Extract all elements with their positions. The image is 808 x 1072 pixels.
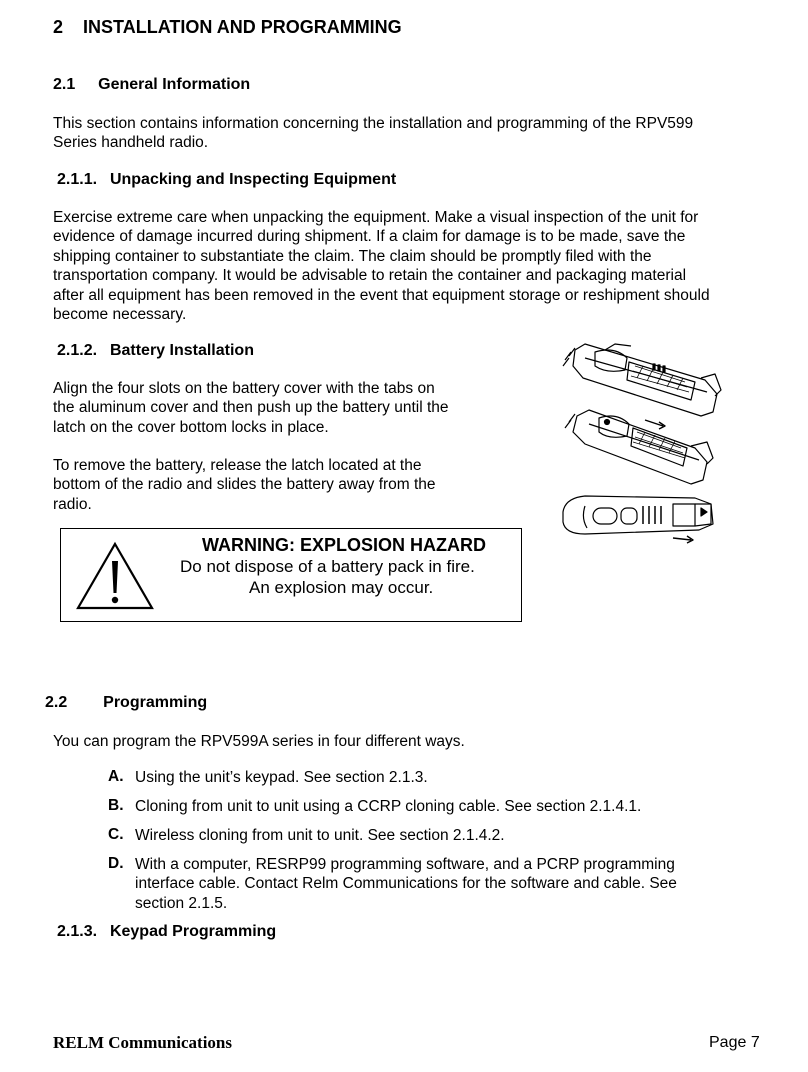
text-line: after all equipment has been removed in the event that equipment storage or reshipment should	[53, 286, 710, 304]
text-line: To remove the battery, release the latch located at the	[53, 457, 422, 474]
text-line: the aluminum cover and then push up the battery until the	[53, 399, 449, 417]
list-text: Cloning from unit to unit using a CCRP cloning cable. See section 2.1.4.1.	[135, 798, 642, 815]
footer-page-number: Page 7	[709, 1034, 760, 1051]
section-title: General Information	[98, 76, 251, 93]
section-number: 2.1.3.	[57, 923, 98, 940]
battery-install-paragraph	[53, 379, 449, 437]
text-line: evidence of damage incurred during shipment. If a claim for damage is to be made, save the	[53, 228, 686, 246]
list-letter: C.	[108, 826, 124, 843]
programming-intro: You can program the RPV599A series in four different ways.	[53, 733, 465, 750]
text-line: Exercise extreme care when unpacking the equipment. Make a visual inspection of the unit for	[53, 209, 699, 226]
section-number: 2.1.2.	[57, 342, 98, 359]
text-line: Align the four slots on the battery cover with the tabs on	[53, 380, 435, 397]
warning-line-1: Do not dispose of a battery pack in fire.	[180, 557, 475, 576]
text-line: This section contains information concerning the installation and programming of the RPV599	[53, 115, 694, 132]
list-text: Using the unit’s keypad. See section 2.1.3.	[135, 769, 428, 786]
section-heading-2-1-1	[57, 171, 396, 189]
section-title: Keypad Programming	[109, 923, 277, 940]
radio-illustration-3	[563, 496, 713, 543]
footer-company: RELM Communications	[53, 1033, 232, 1052]
text-line: shipping container to substantiate the claim. The claim should be promptly filed with the	[53, 247, 652, 265]
warning-triangle-icon	[75, 541, 155, 611]
list-letter: A.	[108, 768, 124, 785]
list-text: Wireless cloning from unit to unit. See section 2.1.4.2.	[135, 827, 505, 844]
section-number: 2.2	[45, 694, 68, 711]
text-line: Series handheld radio.	[53, 134, 209, 152]
text-line: latch on the cover bottom locks in place.	[53, 418, 329, 436]
section-heading-2-1-2	[57, 342, 254, 360]
section-title: Battery Installation	[109, 342, 254, 359]
battery-installation-illustration	[555, 338, 725, 548]
warning-title: WARNING: EXPLOSION HAZARD	[202, 535, 487, 555]
list-letter: B.	[108, 797, 124, 814]
section-number: 2.1	[53, 76, 76, 93]
text-line: transportation company. It would be advisable to retain the container and packaging material	[53, 267, 687, 285]
unpacking-paragraph	[53, 208, 773, 324]
section-heading-2-1	[53, 76, 250, 94]
text-line: With a computer, RESRP99 programming software, and a PCRP programming	[135, 856, 675, 873]
chapter-heading	[53, 17, 402, 38]
section-heading-2-1-3	[57, 923, 276, 941]
section-title: Programming	[103, 694, 208, 711]
text-line: section 2.1.5.	[135, 894, 228, 912]
text-line: radio.	[53, 495, 92, 513]
chapter-number: 2	[53, 17, 64, 37]
general-info-paragraph	[53, 114, 693, 153]
battery-remove-paragraph	[53, 456, 436, 514]
text-line: interface cable. Contact Relm Communications for the software and cable. See	[135, 875, 677, 893]
text-line: become necessary.	[53, 306, 187, 324]
section-heading-2-2	[45, 694, 207, 712]
warning-box	[60, 528, 522, 622]
list-letter: D.	[108, 855, 124, 872]
section-title: Unpacking and Inspecting Equipment	[109, 171, 397, 188]
radio-illustration-1	[563, 344, 721, 416]
chapter-title: INSTALLATION AND PROGRAMMING	[83, 17, 402, 37]
section-number: 2.1.1.	[57, 171, 98, 188]
radio-illustration-2	[565, 410, 713, 484]
text-line: bottom of the radio and slides the battery away from the	[53, 476, 436, 494]
warning-line-2: An explosion may occur.	[249, 578, 434, 597]
list-text	[135, 855, 677, 913]
